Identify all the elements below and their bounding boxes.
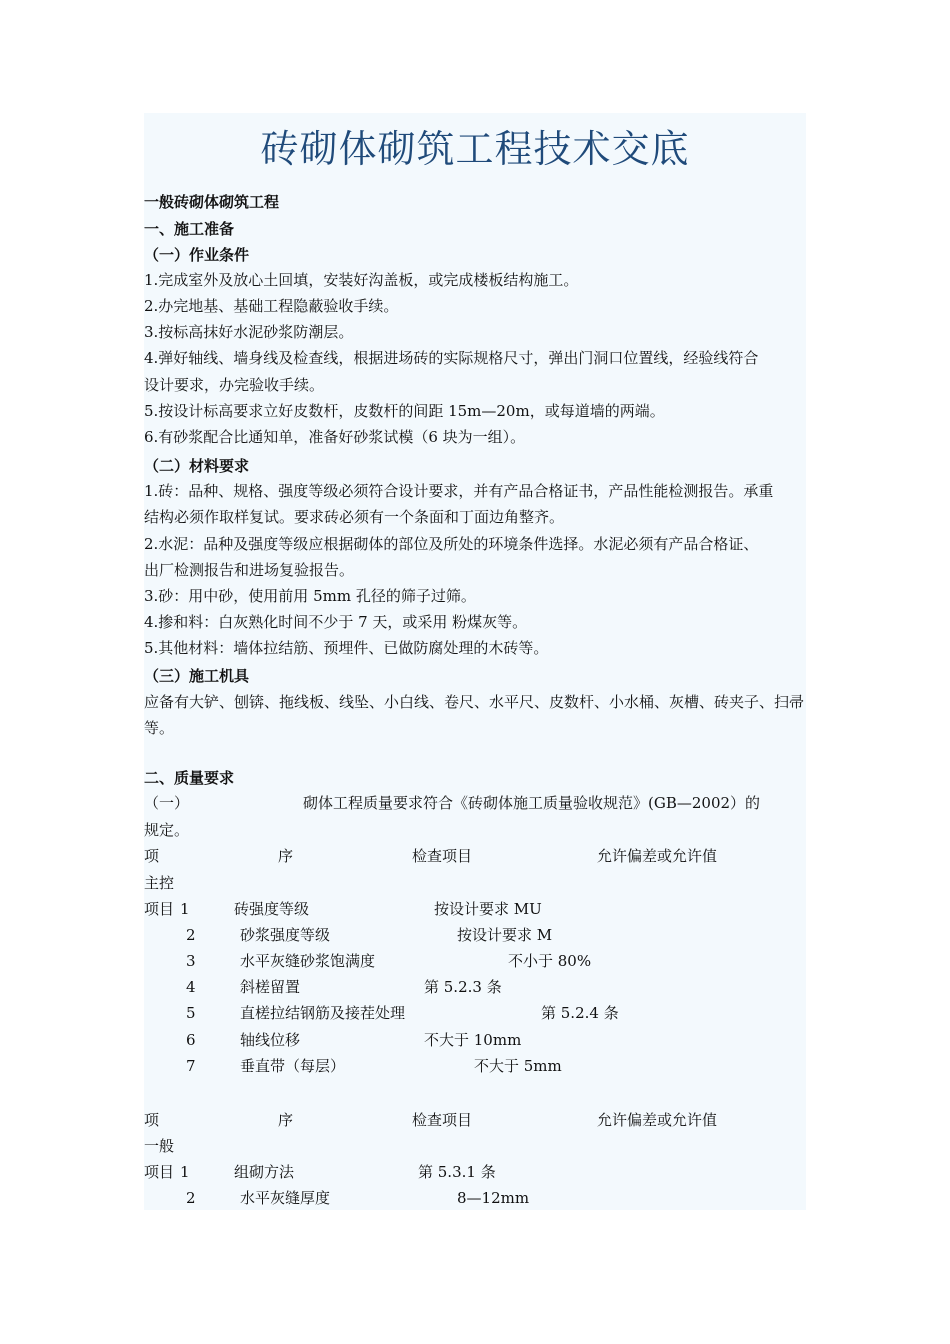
row-number: 1 — [180, 1163, 190, 1181]
paragraph: 设计要求，办完验收手续。 — [144, 376, 325, 394]
row-item: 轴线位移 — [240, 1031, 301, 1049]
row-item: 斜槎留置 — [240, 978, 301, 996]
row-number: 1 — [180, 900, 190, 918]
subsection-heading: （二）材料要求 — [144, 457, 250, 475]
section-heading: 一般砖砌体砌筑工程 — [144, 193, 280, 211]
paragraph: 2.办完地基、基础工程隐蔽验收手续。 — [144, 297, 399, 315]
column-header-xiang: 项 — [144, 1111, 160, 1129]
paragraph: 1.砖：品种、规格、强度等级必须符合设计要求，并有产品合格证书，产品性能检测报告。承重 — [144, 482, 774, 500]
row-number: 6 — [186, 1031, 196, 1049]
list-index: （一） — [144, 794, 190, 812]
subsection-heading: （一）作业条件 — [144, 246, 250, 264]
category-label: 项目 — [144, 1163, 175, 1181]
row-number: 2 — [186, 1189, 196, 1207]
paragraph: 砌体工程质量要求符合《砖砌体施工质量验收规范》(GB—2002）的 — [303, 794, 761, 812]
document-title: 砖砌体砌筑工程技术交底 — [260, 127, 690, 171]
paragraph: 1.完成室外及放心土回填，安装好沟盖板，或完成楼板结构施工。 — [144, 271, 579, 289]
row-value: 不大于 10mm — [424, 1031, 522, 1049]
row-item: 砖强度等级 — [234, 900, 310, 918]
paragraph: 出厂检测报告和进场复验报告。 — [144, 561, 355, 579]
category-label: 一般 — [144, 1137, 175, 1155]
subsection-heading: （三）施工机具 — [144, 667, 250, 685]
row-value: 第 5.3.1 条 — [418, 1163, 496, 1181]
column-header-deviation: 允许偏差或允许值 — [597, 1111, 718, 1129]
row-number: 2 — [186, 926, 196, 944]
paragraph: 应备有大铲、刨锛、拖线板、线坠、小白线、卷尺、水平尺、皮数杆、小水桶、灰槽、砖夹子、扫帚 — [144, 693, 805, 711]
row-value: 8—12mm — [457, 1189, 530, 1207]
row-value: 按设计要求 M — [457, 926, 553, 944]
row-number: 3 — [186, 952, 196, 970]
category-label: 项目 — [144, 900, 175, 918]
column-header-deviation: 允许偏差或允许值 — [597, 847, 718, 865]
paragraph: 4.掺和料：白灰熟化时间不少于 7 天，或采用 粉煤灰等。 — [144, 613, 528, 631]
row-number: 7 — [186, 1057, 196, 1075]
paragraph: 3.砂：用中砂，使用前用 5mm 孔径的筛子过筛。 — [144, 587, 476, 605]
column-header-xiang: 项 — [144, 847, 160, 865]
row-item: 水平灰缝砂浆饱满度 — [240, 952, 376, 970]
row-item: 组砌方法 — [234, 1163, 295, 1181]
paragraph: 6.有砂浆配合比通知单，准备好砂浆试模（6 块为一组）。 — [144, 428, 526, 446]
section-heading: 一、施工准备 — [144, 220, 235, 238]
row-value: 按设计要求 MU — [434, 900, 542, 918]
row-number: 4 — [186, 978, 196, 996]
paragraph: 结构必须作取样复试。要求砖必须有一个条面和丁面边角整齐。 — [144, 508, 565, 526]
row-item: 水平灰缝厚度 — [240, 1189, 331, 1207]
row-value: 不小于 80% — [508, 952, 592, 970]
column-header-xu: 序 — [278, 847, 294, 865]
row-value: 第 5.2.4 条 — [541, 1004, 619, 1022]
row-item: 垂直带（每层） — [240, 1057, 346, 1075]
section-heading: 二、质量要求 — [144, 769, 235, 787]
paragraph: 2.水泥：品种及强度等级应根据砌体的部位及所处的环境条件选择。水泥必须有产品合格证、 — [144, 535, 759, 553]
paragraph: 5.其他材料：墙体拉结筋、预埋件、已做防腐处理的木砖等。 — [144, 639, 549, 657]
paragraph: 等。 — [144, 719, 175, 737]
row-item: 砂浆强度等级 — [240, 926, 331, 944]
paragraph: 5.按设计标高要求立好皮数杆，皮数杆的间距 15m—20m，或每道墙的两端。 — [144, 402, 665, 420]
column-header-xu: 序 — [278, 1111, 294, 1129]
row-number: 5 — [186, 1004, 196, 1022]
paragraph: 4.弹好轴线、墙身线及检查线，根据进场砖的实际规格尺寸，弹出门洞口位置线，经验线符合 — [144, 349, 759, 367]
paragraph: 规定。 — [144, 821, 190, 839]
row-item: 直槎拉结钢筋及接茬处理 — [240, 1004, 406, 1022]
row-value: 第 5.2.3 条 — [424, 978, 502, 996]
paragraph: 3.按标高抹好水泥砂浆防潮层。 — [144, 323, 354, 341]
row-value: 不大于 5mm — [474, 1057, 562, 1075]
column-header-item: 检查项目 — [412, 847, 473, 865]
column-header-item: 检查项目 — [412, 1111, 473, 1129]
category-label: 主控 — [144, 874, 175, 892]
